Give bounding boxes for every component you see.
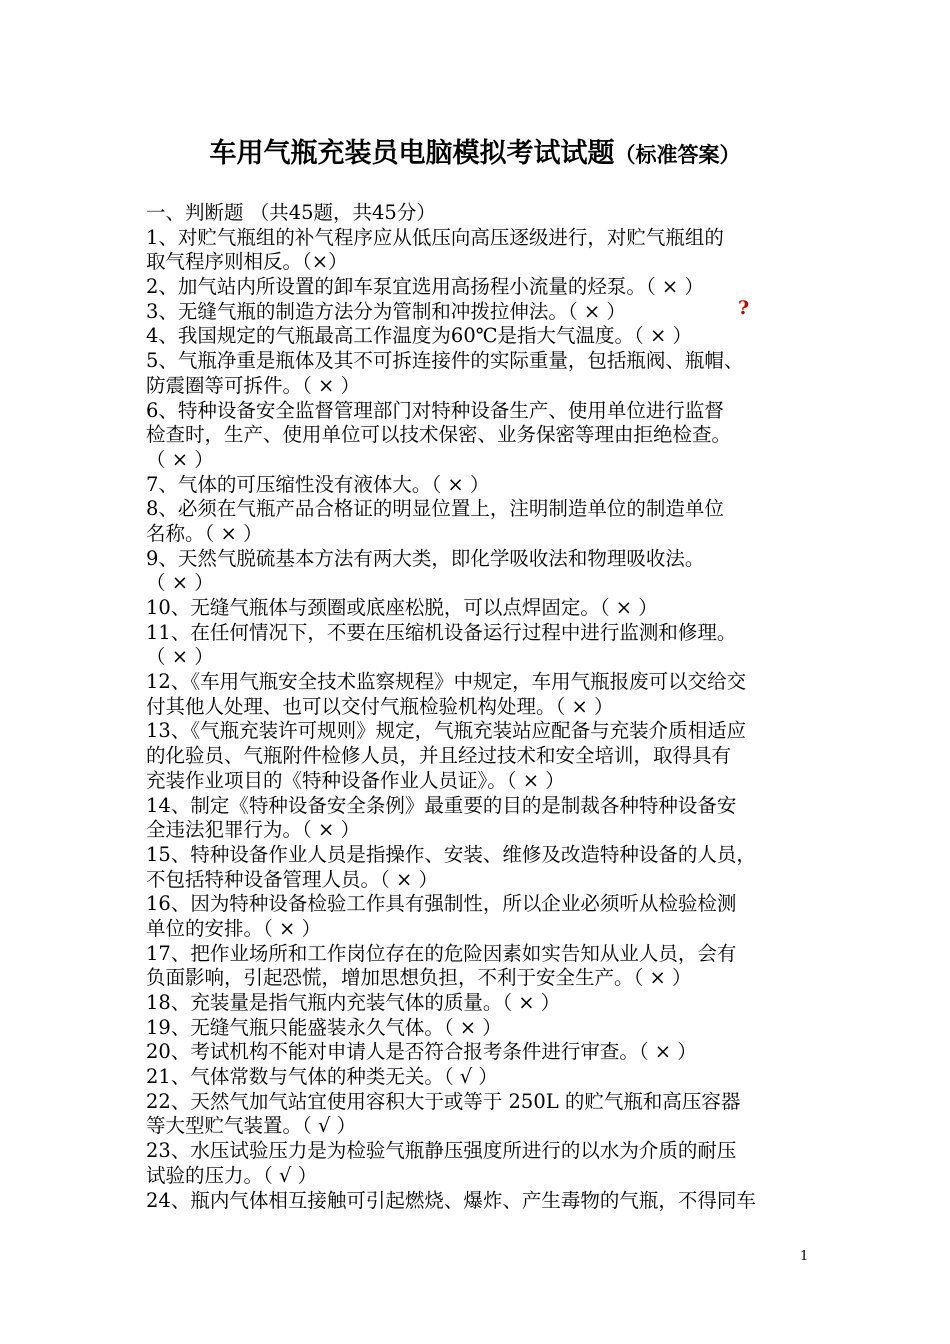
- question-line: 4、我国规定的气瓶最高工作温度为60℃是指大气温度。（ × ）: [146, 324, 693, 348]
- question-line: 等大型贮气装置。（ √ ）: [146, 1114, 357, 1138]
- question-line: 9、天然气脱硫基本方法有两大类，即化学吸收法和物理吸收法。: [146, 546, 705, 570]
- question-line: （ × ）: [146, 447, 214, 471]
- question-line: 24、瓶内气体相互接触可引起燃烧、爆炸、产生毒物的气瓶，不得同车: [146, 1188, 756, 1212]
- question-line: 7、气体的可压缩性没有液体大。（ × ）: [146, 472, 490, 496]
- section-heading: 一、判断题 （共45题，共45分）: [146, 201, 436, 224]
- question-line: 取气程序则相反。（×）: [146, 250, 348, 274]
- question-line: 充装作业项目的《特种设备作业人员证》。（ × ）: [146, 768, 565, 792]
- question-line: 14、制定《特种设备安全条例》最重要的目的是制裁各种特种设备安: [146, 793, 737, 817]
- title-main: 车用气瓶充装员电脑模拟考试试题: [209, 138, 615, 169]
- question-line: 21、气体常数与气体的种类无关。（ √ ）: [146, 1065, 498, 1089]
- question-line: 20、考试机构不能对申请人是否符合报考条件进行审查。（ × ）: [146, 1040, 697, 1064]
- question-line: 的化验员、气瓶附件检修人员，并且经过技术和安全培训，取得具有: [146, 744, 732, 768]
- question-line: 全违法犯罪行为。（ × ）: [146, 818, 360, 842]
- question-line: 16、因为特种设备检验工作具有强制性，所以企业必须听从检验检测: [146, 892, 737, 916]
- question-line: 10、无缝气瓶体与颈圈或底座松脱，可以点焊固定。（ × ）: [146, 596, 658, 619]
- question-line: （ × ）: [146, 645, 214, 669]
- question-list: [146, 201, 810, 1213]
- question-line: 12、《车用气瓶安全技术监察规程》中规定，车用气瓶报废可以交给交: [146, 670, 747, 694]
- question-line: 检查时，生产、使用单位可以技术保密、业务保密等理由拒绝检查。: [146, 423, 732, 447]
- question-line: 3、无缝气瓶的制造方法分为管制和冲拨拉伸法。（ × ）: [146, 299, 626, 323]
- question-line: 6、特种设备安全监督管理部门对特种设备生产、使用单位进行监督: [146, 398, 724, 422]
- question-line: 15、特种设备作业人员是指操作、安装、维修及改造特种设备的人员，: [146, 842, 756, 866]
- question-line: 防震圈等可拆件。（ × ）: [146, 373, 360, 397]
- question-line: 17、把作业场所和工作岗位存在的危险因素如实告知从业人员，会有: [146, 941, 737, 965]
- question-line: 19、无缝气瓶只能盛装永久气体。（ × ）: [146, 1015, 502, 1039]
- question-line: 13、《气瓶充装许可规则》规定，气瓶充装站应配备与充装介质相适应: [146, 719, 747, 743]
- question-line: 单位的安排。（ × ）: [146, 916, 321, 940]
- question-line: 2、加气站内所设置的卸车泵宜选用高扬程小流量的烃泵。（ × ）: [146, 275, 704, 299]
- page-number: 1: [800, 1249, 809, 1264]
- question-line: （ × ）: [146, 571, 214, 595]
- question-line: 1、对贮气瓶组的补气程序应从低压向高压逐级进行，对贮气瓶组的: [146, 225, 724, 249]
- question-line: 8、必须在气瓶产品合格证的明显位置上，注明制造单位的制造单位: [146, 497, 724, 521]
- question-line: 23、水压试验压力是为检验气瓶静压强度所进行的以水为介质的耐压: [146, 1139, 737, 1163]
- annotation-question-mark: ?: [738, 297, 750, 319]
- document-title: [0, 131, 950, 170]
- question-line: 付其他人处理、也可以交付气瓶检验机构处理。（ × ）: [146, 694, 614, 718]
- question-line: 不包括特种设备管理人员。（ × ）: [146, 867, 438, 891]
- question-line: 18、充装量是指气瓶内充装气体的质量。（ × ）: [146, 991, 561, 1014]
- question-line: 22、天然气加气站宜使用容积大于或等于 250L 的贮气瓶和高压容器: [146, 1089, 741, 1113]
- question-line: 负面影响，引起恐慌，增加思想负担，不利于安全生产。（ × ）: [146, 966, 692, 990]
- question-line: 11、在任何情况下，不要在压缩机设备运行过程中进行监测和修理。: [146, 620, 737, 644]
- question-line: 5、气瓶净重是瓶体及其不可拆连接件的实际重量，包括瓶阀、瓶帽、: [146, 349, 744, 373]
- question-line: 试验的压力。（ √ ）: [146, 1163, 318, 1187]
- title-suffix: （标准答案）: [614, 142, 741, 167]
- question-line: 名称。（ × ）: [146, 521, 263, 545]
